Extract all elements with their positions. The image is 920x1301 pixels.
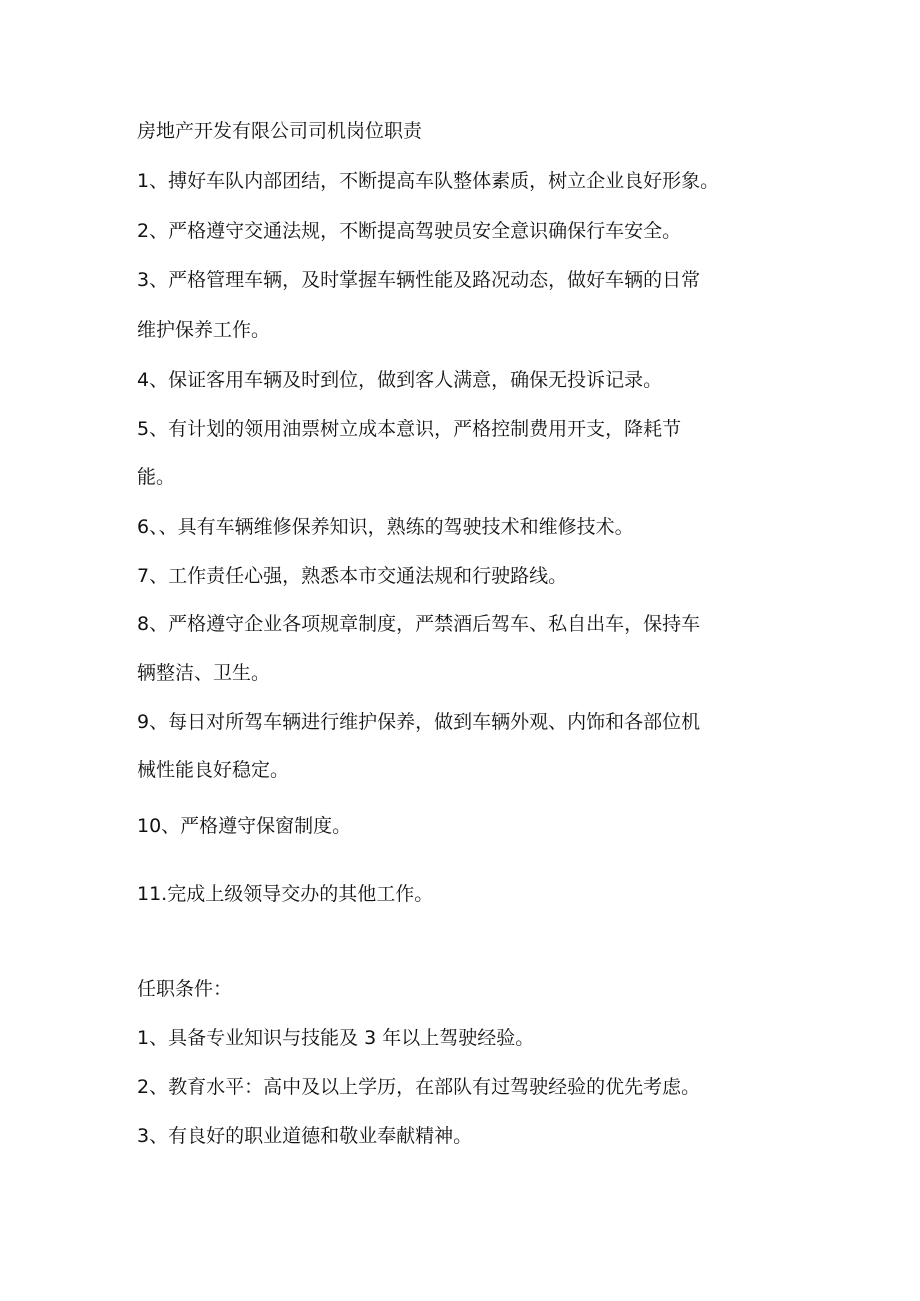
duty-line-5-cont: 能。	[137, 466, 176, 488]
duty-line-3-cont: 维护保养工作。	[137, 319, 271, 341]
requirement-line-3: 3、有良好的职业道德和敬业奉献精神。	[137, 1125, 473, 1147]
duty-line-9-cont: 械性能良好稳定。	[137, 759, 290, 781]
duty-line-10: 10、严格遵守保窗制度。	[137, 815, 352, 837]
duty-line-3: 3、严格管理车辆，及时掌握车辆性能及路况动态，做好车辆的日常	[137, 269, 701, 291]
requirements-heading: 任职条件：	[137, 978, 233, 1000]
requirement-line-2: 2、教育水平：高中及以上学历，在部队有过驾驶经验的优先考虑。	[137, 1076, 701, 1098]
document-title: 房地产开发有限公司司机岗位职责	[137, 120, 423, 142]
requirement-line-1: 1、具备专业知识与技能及 3 年以上驾驶经验。	[137, 1027, 535, 1049]
duty-line-6: 6、、具有车辆维修保养知识，熟练的驾驶技术和维修技术。	[137, 516, 634, 538]
duty-line-5: 5、有计划的领用油票树立成本意识，严格控制费用开支，降耗节	[137, 418, 682, 440]
duty-line-9: 9、每日对所驾车辆进行维护保养，做到车辆外观、内饰和各部位机	[137, 711, 701, 733]
duty-line-8: 8、严格遵守企业各项规章制度，严禁酒后驾车、私自出车，保持车	[137, 613, 701, 635]
duty-line-7: 7、工作责任心强，熟悉本市交通法规和行驶路线。	[137, 565, 568, 587]
duty-line-2: 2、严格遵守交通法规，不断提高驾驶员安全意识确保行车安全。	[137, 220, 682, 242]
duty-line-1: 1、搏好车队内部团结，不断提高车队整体素质，树立企业良好形象。	[137, 170, 720, 192]
duty-line-11: 11.完成上级领导交办的其他工作。	[137, 883, 434, 905]
duty-line-4: 4、保证客用车辆及时到位，做到客人满意，确保无投诉记录。	[137, 369, 663, 391]
duty-line-8-cont: 辆整洁、卫生。	[137, 662, 271, 684]
